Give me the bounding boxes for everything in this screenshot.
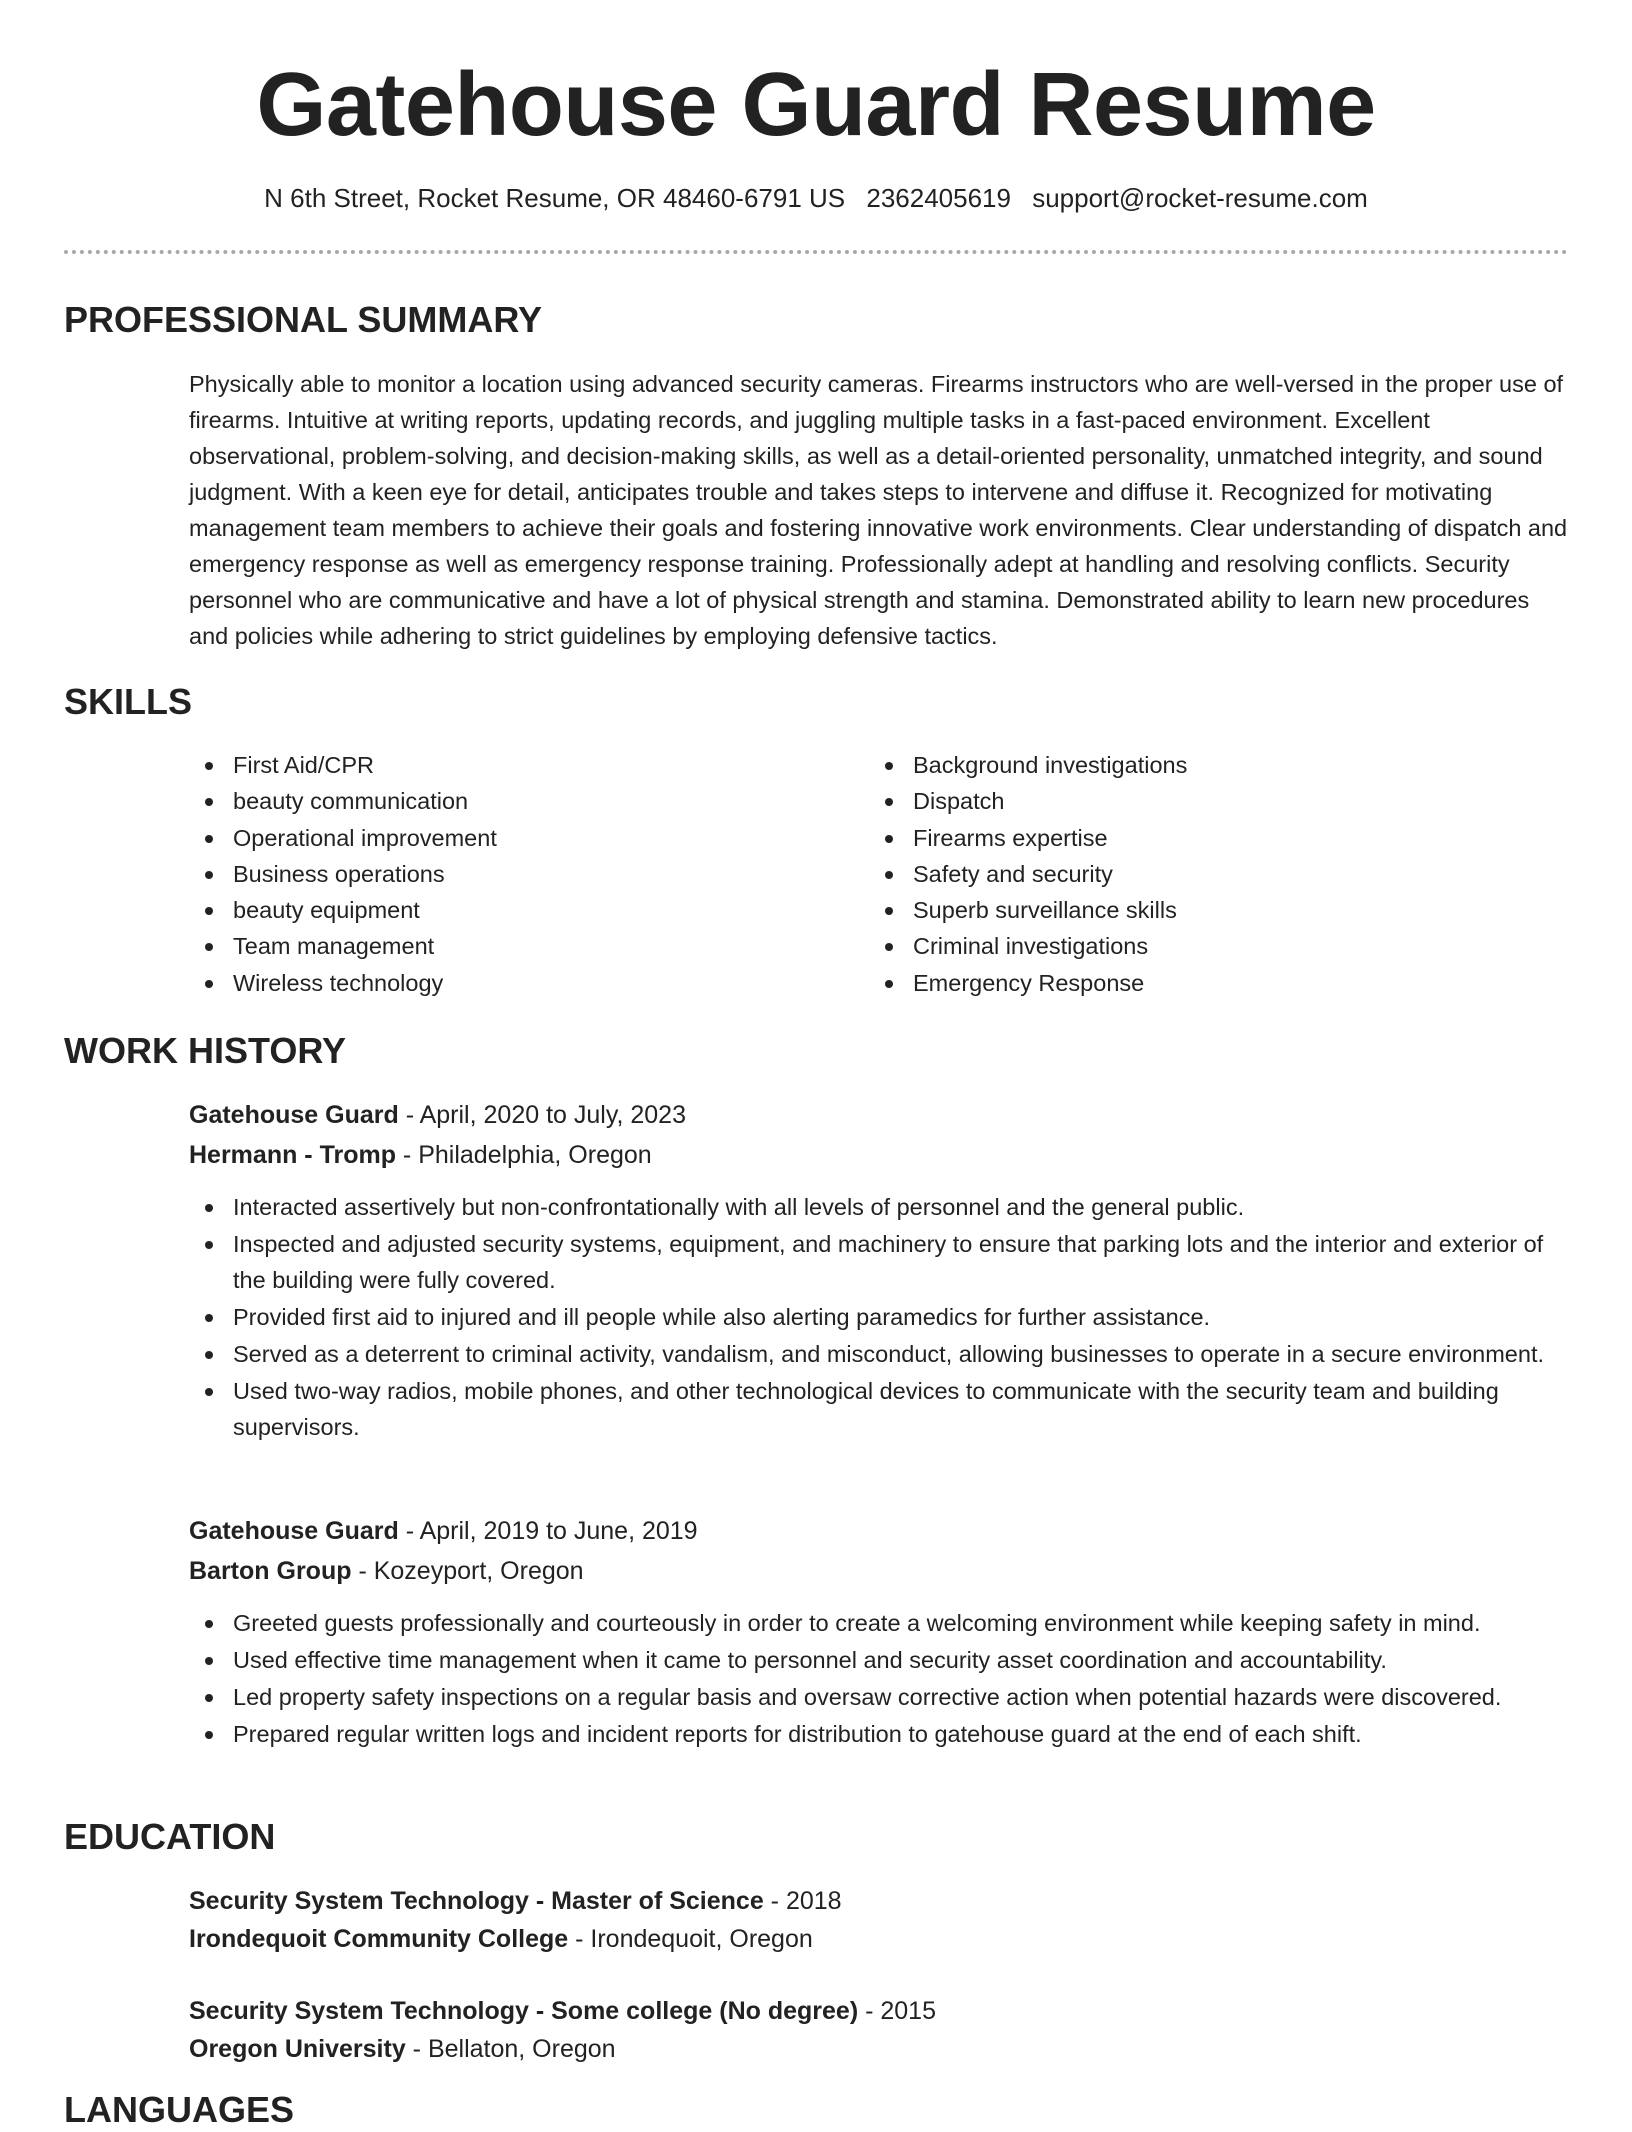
education-2-year: - 2015 [858, 1997, 936, 2025]
education-2-school: Oregon University [189, 2035, 406, 2063]
skills-heading: SKILLS [64, 681, 193, 722]
job-bullet: Led property safety inspections on a regular basis and oversaw corrective action when potential hazards were discovered. [189, 1679, 1569, 1715]
contact-email: support@rocket-resume.com [1032, 183, 1368, 213]
skill-item: Emergency Response [869, 965, 1509, 1001]
skill-item: Criminal investigations [869, 928, 1509, 964]
education-1-year: - 2018 [763, 1887, 842, 1915]
contact-phone: 2362405619 [866, 183, 1011, 213]
skill-item: Background investigations [869, 747, 1509, 783]
education-1-location: - Irondequoit, Oregon [568, 1925, 813, 1953]
contact-address: N 6th Street, Rocket Resume, OR 48460-6791 US [264, 183, 846, 213]
skill-item: Firearms expertise [869, 820, 1509, 856]
job-bullet: Used effective time management when it came to personnel and security asset coordination and accountability. [189, 1642, 1569, 1678]
skill-item: Safety and security [869, 856, 1509, 892]
skill-item: beauty communication [189, 783, 829, 819]
job-1-dates: - April, 2020 to July, 2023 [398, 1101, 686, 1129]
job-2-title-line [189, 1513, 698, 1549]
job-2-company-line [189, 1553, 584, 1589]
skill-item: Business operations [189, 856, 829, 892]
education-2-degree: Security System Technology - Some college (No degree) [189, 1997, 859, 2025]
education-1-degree: Security System Technology - Master of Science [189, 1887, 764, 1915]
job-bullet: Interacted assertively but non-confrontationally with all levels of personnel and the general public. [189, 1189, 1569, 1225]
skill-item: Operational improvement [189, 820, 829, 856]
education-1-school-line [189, 1921, 813, 1957]
job-1-company-line [189, 1137, 652, 1173]
job-2-title: Gatehouse Guard [189, 1517, 399, 1545]
skill-item: Dispatch [869, 783, 1509, 819]
skill-item: beauty equipment [189, 892, 829, 928]
work-history-heading: WORK HISTORY [64, 1030, 347, 1071]
skill-item: Team management [189, 928, 829, 964]
job-bullet: Greeted guests professionally and courteously in order to create a welcoming environment while keeping safety in mind. [189, 1605, 1569, 1641]
skill-item: First Aid/CPR [189, 747, 829, 783]
job-1-location: - Philadelphia, Oregon [395, 1141, 652, 1169]
header-divider [64, 250, 1568, 254]
job-bullet: Inspected and adjusted security systems, equipment, and machinery to ensure that parking lots and the interior and exterior of the building were fully covered. [189, 1226, 1569, 1298]
summary-heading: PROFESSIONAL SUMMARY [64, 299, 543, 340]
job-2-company: Barton Group [189, 1557, 352, 1585]
contact-line [0, 180, 1632, 216]
education-2-location: - Bellaton, Oregon [405, 2035, 616, 2063]
education-1-degree-line [189, 1883, 842, 1919]
skill-item: Wireless technology [189, 965, 829, 1001]
summary-text: Physically able to monitor a location using advanced security cameras. Firearms instructors who are well-versed in the proper use of firearms. Intuitive at writing reports, updating records, and juggling multiple tasks in a fast-paced environment. Excellent observational, problem-solving, and decision-making skills, as well as a detail-oriented personality, unmatched integrity, and sound judgment. With a keen eye for detail, anticipates trouble and takes steps to intervene and diffuse it. Recognized for motivating management team members to achieve their goals and fostering innovative work environments. Clear understanding of dispatch and emergency response as well as emergency response training. Professionally adept at handling and resolving conflicts. Security personnel who are communicative and have a lot of physical strength and stamina. Demonstrated ability to learn new procedures and policies while adhering to strict guidelines by employing defensive tactics. [189, 371, 1568, 649]
education-heading: EDUCATION [64, 1816, 276, 1857]
job-1-title: Gatehouse Guard [189, 1101, 399, 1129]
job-2-dates: - April, 2019 to June, 2019 [398, 1517, 698, 1545]
education-2-degree-line [189, 1993, 936, 2029]
job-bullet: Provided first aid to injured and ill people while also alerting paramedics for further assistance. [189, 1299, 1569, 1335]
skills-list-left [189, 747, 829, 1001]
job-1-bullets [189, 1189, 1569, 1446]
job-bullet: Used two-way radios, mobile phones, and other technological devices to communicate with the security team and building supervisors. [189, 1373, 1569, 1445]
education-2-school-line [189, 2031, 616, 2067]
job-bullet: Served as a deterrent to criminal activity, vandalism, and misconduct, allowing businesses to operate in a secure environment. [189, 1336, 1569, 1372]
skill-item: Superb surveillance skills [869, 892, 1509, 928]
job-bullet: Prepared regular written logs and incident reports for distribution to gatehouse guard at the end of each shift. [189, 1716, 1569, 1752]
languages-heading: LANGUAGES [64, 2089, 295, 2130]
job-1-title-line [189, 1097, 686, 1133]
education-1-school: Irondequoit Community College [189, 1925, 569, 1953]
job-2-bullets [189, 1605, 1569, 1753]
job-2-location: - Kozeyport, Oregon [351, 1557, 584, 1585]
job-1-company: Hermann - Tromp [189, 1141, 396, 1169]
resume-title: Gatehouse Guard Resume [256, 55, 1376, 155]
skills-list-right [869, 747, 1509, 1001]
